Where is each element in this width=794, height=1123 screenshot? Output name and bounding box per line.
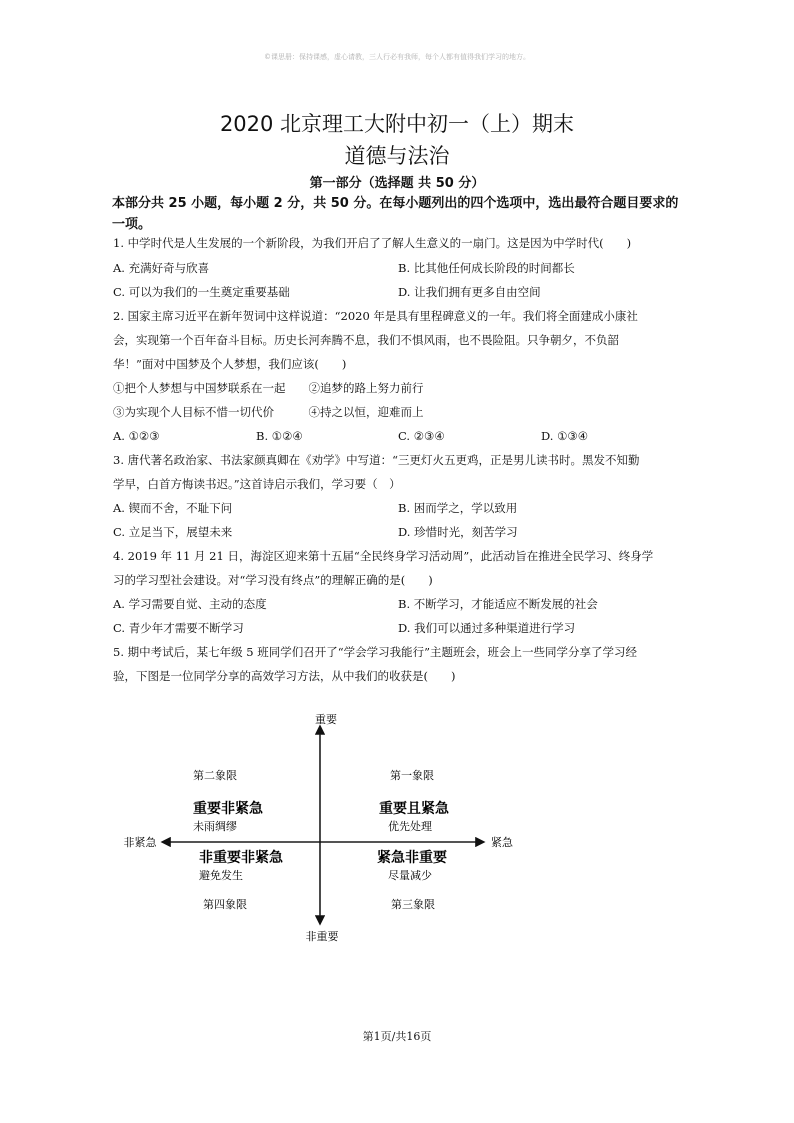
quadrant-3-label: 第三象限	[391, 898, 435, 911]
quadrant-4-label: 第四象限	[203, 898, 247, 911]
exam-title: 2020 北京理工大附中初一（上）期末	[219, 112, 575, 136]
quadrant-2-title: 重要非紧急	[193, 801, 263, 817]
section-instructions: 本部分共 25 小题，每小题 2 分，共 50 分。在每小题列出的四个选项中，选出最符合题目要求的一项。	[112, 196, 679, 232]
question-2-option-c: C. ②③④	[398, 429, 445, 443]
question-1-option-d: D. 让我们拥有更多自由空间	[398, 285, 541, 299]
quadrant-1-label: 第一象限	[390, 769, 434, 782]
question-1-option-a: A. 充满好奇与欣喜	[113, 261, 210, 275]
question-3-option-d: D. 珍惜时光，刻苦学习	[398, 525, 518, 539]
quadrant-2-label: 第二象限	[193, 769, 237, 782]
question-4-option-d: D. 我们可以通过多种渠道进行学习	[398, 621, 576, 635]
question-4-option-b: B. 不断学习，才能适应不断发展的社会	[398, 597, 598, 611]
quadrant-1-sub: 优先处理	[388, 820, 432, 833]
watermark: ©课思册：保持课感，虚心请教，三人行必有我师，每个人都有值得我们学习的地方。	[264, 53, 530, 61]
question-4-stem-line-1: 4. 2019 年 11 月 21 日，海淀区迎来第十五届“全民终身学习活动周”，此活动旨在推进全民学习、终身学	[113, 549, 654, 563]
question-2-option-d: D. ①③④	[541, 429, 589, 443]
quadrant-4-title: 非重要非紧急	[199, 850, 283, 866]
question-4-option-a: A. 学习需要自觉、主动的态度	[113, 597, 267, 611]
question-3-option-b: B. 困而学之，学以致用	[398, 501, 518, 515]
section-heading: 第一部分（选择题 共 50 分）	[309, 176, 485, 191]
question-2-stem-line-1: 2. 国家主席习近平在新年贺词中这样说道：“2020 年是具有里程碑意义的一年。我们将全面建成小康社	[113, 309, 638, 323]
axis-label-top: 重要	[315, 713, 337, 726]
quadrant-2-sub: 未雨绸缪	[193, 820, 237, 833]
question-3-option-a: A. 锲而不舍，不耻下问	[113, 501, 233, 515]
quadrant-1-title: 重要且紧急	[379, 801, 449, 817]
question-2-statements-1: ①把个人梦想与中国梦联系在一起 ②追梦的路上努力前行	[113, 381, 424, 395]
question-3-stem-line-2: 学早，白首方悔读书迟。”这首诗启示我们，学习要（ ）	[113, 477, 401, 491]
subject-title: 道德与法治	[344, 144, 450, 168]
axis-label-bottom: 非重要	[305, 930, 339, 943]
question-3-option-c: C. 立足当下，展望未来	[113, 525, 233, 539]
quadrant-4-sub: 避免发生	[199, 869, 243, 882]
question-1-option-b: B. 比其他任何成长阶段的时间都长	[398, 261, 575, 275]
question-2-option-b: B. ①②④	[256, 429, 303, 443]
question-2-stem-line-3: 华！”面对中国梦及个人梦想，我们应该( )	[113, 357, 347, 371]
axis-label-right: 紧急	[491, 836, 513, 849]
question-4-stem-line-2: 习的学习型社会建设。对“学习没有终点”的理解正确的是( )	[113, 573, 433, 587]
question-2-statements-2: ③为实现个人目标不惜一切代价 ④持之以恒，迎难而上	[113, 405, 424, 419]
quadrant-3-sub: 尽量减少	[388, 869, 432, 882]
question-1-stem: 1. 中学时代是人生发展的一个新阶段，为我们开启了了解人生意义的一扇门。这是因为中学时代( )	[113, 236, 632, 250]
axis-label-left: 非紧急	[123, 836, 157, 849]
question-1-option-c: C. 可以为我们的一生奠定重要基础	[113, 285, 290, 299]
question-2-stem-line-2: 会，实现第一个百年奋斗目标。历史长河奔腾不息，我们不惧风雨，也不畏险阻。只争朝夕，不负韶	[113, 333, 619, 347]
question-4-option-c: C. 青少年才需要不断学习	[113, 621, 244, 635]
question-5-stem-line-2: 验，下图是一位同学分享的高效学习方法，从中我们的收获是( )	[113, 669, 456, 683]
time-management-quadrant-diagram	[100, 705, 540, 945]
question-2-option-a: A. ①②③	[113, 429, 160, 443]
quadrant-3-title: 紧急非重要	[377, 850, 447, 866]
question-3-stem-line-1: 3. 唐代著名政治家、书法家颜真卿在《劝学》中写道：“三更灯火五更鸡，正是男儿读书时。黑发不知勤	[113, 453, 640, 467]
question-5-stem-line-1: 5. 期中考试后，某七年级 5 班同学们召开了“学会学习我能行”主题班会，班会上一些同学分享了学习经	[113, 645, 638, 659]
page-number: 第1页/共16页	[362, 1030, 432, 1043]
